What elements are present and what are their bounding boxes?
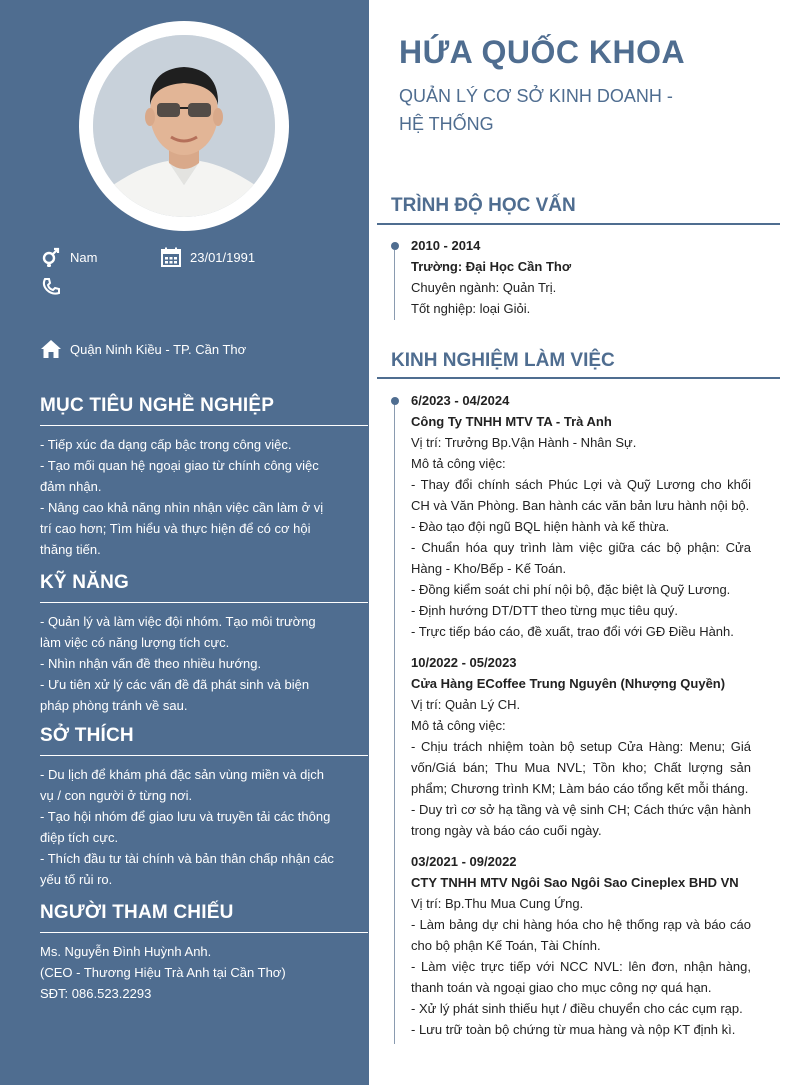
gender-icon xyxy=(40,246,62,268)
job-line: - Duy trì cơ sở hạ tầng và vệ sinh CH; Cách thức vận hành trong ngày và báo cáo cuối ngày. xyxy=(411,802,751,838)
job-company: Cửa Hàng ECoffee Trung Nguyên (Nhượng Quyền) xyxy=(411,676,726,691)
hobbies-line: - Du lịch để khám phá đặc sản vùng miền và dịch vụ / con người ở từng nơi. xyxy=(40,767,324,803)
avatar xyxy=(93,35,275,217)
job-line: - Lưu trữ toàn bộ chứng từ mua hàng và nộp KT định kì. xyxy=(411,1022,736,1037)
education-title: TRÌNH ĐỘ HỌC VẤN xyxy=(391,195,576,216)
education-dot xyxy=(391,242,399,250)
phone-icon xyxy=(40,276,62,298)
main-content xyxy=(369,0,800,1085)
job-line: - Làm việc trực tiếp với NCC NVL: lên đơn, nhận hàng, thanh toán và ngoại giao cho mục công nợ quá hạn. xyxy=(411,959,751,995)
home-icon xyxy=(40,338,62,360)
objective-section xyxy=(40,395,368,560)
job-company: Công Ty TNHH MTV TA - Trà Anh xyxy=(411,414,612,429)
job-line: - Đồng kiểm soát chi phí nội bộ, đặc biệt là Quỹ Lương. xyxy=(411,582,731,597)
skills-section xyxy=(40,572,368,716)
job-entry xyxy=(411,652,751,841)
education-line: Tốt nghiệp: loại Giỏi. xyxy=(411,301,531,316)
education-entry xyxy=(411,235,751,319)
references-section xyxy=(40,902,368,1004)
experience-dot xyxy=(391,397,399,405)
address-row xyxy=(40,338,246,360)
experience-timeline xyxy=(394,404,395,1044)
hobbies-line: - Thích đầu tư tài chính và bản thân chấp nhận các yếu tố rủi ro. xyxy=(40,851,334,887)
birthdate-value: 23/01/1991 xyxy=(190,249,256,265)
job-line: - Đào tạo đội ngũ BQL hiện hành và kế thừa. xyxy=(411,519,670,534)
job-period: 6/2023 - 04/2024 xyxy=(411,393,510,408)
profile-photo xyxy=(93,35,275,217)
education-rule xyxy=(377,223,780,225)
skills-title: KỸ NĂNG xyxy=(40,572,368,603)
calendar-icon xyxy=(160,246,182,268)
job-period: 03/2021 - 09/2022 xyxy=(411,854,517,869)
gender-value: Nam xyxy=(70,249,98,265)
hobbies-section xyxy=(40,725,368,890)
gender-row xyxy=(40,246,97,268)
objective-line: - Nâng cao khả năng nhìn nhận việc cần làm ở vị trí cao hơn; Tìm hiểu và thực hiện để có cơ hội thăng tiến. xyxy=(40,500,324,557)
job-line: Mô tả công việc: xyxy=(411,718,506,733)
job-line: - Trực tiếp báo cáo, đề xuất, trao đổi với GĐ Điều Hành. xyxy=(411,624,734,639)
reference-line: SĐT: 086.523.2293 xyxy=(40,986,152,1001)
candidate-name: HỨA QUỐC KHOA xyxy=(399,34,686,70)
objective-line: - Tạo mối quan hệ ngoại giao từ chính công việc đảm nhận. xyxy=(40,458,319,494)
skills-line: - Quản lý và làm việc đội nhóm. Tạo môi trường làm việc có năng lượng tích cực. xyxy=(40,614,316,650)
job-company: CTY TNHH MTV Ngôi Sao Ngôi Sao Cineplex BHD VN xyxy=(411,875,739,890)
job-line: Vị trí: Trưởng Bp.Vận Hành - Nhân Sự. xyxy=(411,435,637,450)
job-period: 10/2022 - 05/2023 xyxy=(411,655,517,670)
job-line: Vị trí: Quản Lý CH. xyxy=(411,697,521,712)
skills-line: - Ưu tiên xử lý các vấn đề đã phát sinh và biện pháp phòng tránh về sau. xyxy=(40,677,310,713)
references-body xyxy=(40,941,368,1004)
phone-row xyxy=(40,276,70,298)
reference-line: (CEO - Thương Hiệu Trà Anh tại Cần Thơ) xyxy=(40,965,286,980)
references-title: NGƯỜI THAM CHIẾU xyxy=(40,902,368,933)
job-line: - Làm bảng dự chi hàng hóa cho hệ thống rạp và báo cáo cho bộ phận Kế Toán, Tài Chính. xyxy=(411,917,751,953)
job-line: Mô tả công việc: xyxy=(411,456,506,471)
reference-line: Ms. Nguyễn Đình Huỳnh Anh. xyxy=(40,944,212,959)
hobbies-title: SỞ THÍCH xyxy=(40,725,368,756)
job-line: - Chuẩn hóa quy trình làm việc giữa các bộ phận: Cửa Hàng - Kho/Bếp - Kế Toán. xyxy=(411,540,751,576)
objective-line: - Tiếp xúc đa dạng cấp bậc trong công việc. xyxy=(40,437,292,452)
job-line: - Định hướng DT/DTT theo từng mục tiêu quý. xyxy=(411,603,679,618)
education-timeline xyxy=(394,250,395,320)
experience-title: KINH NGHIỆM LÀM VIỆC xyxy=(391,350,615,371)
job-line: - Xử lý phát sinh thiếu hụt / điều chuyển cho các cụm rạp. xyxy=(411,1001,743,1016)
candidate-job-title: QUẢN LÝ CƠ SỞ KINH DOANH - HỆ THỐNG xyxy=(399,86,673,134)
address-value: Quận Ninh Kiều - TP. Cần Thơ xyxy=(70,341,247,357)
education-period: 2010 - 2014 xyxy=(411,238,481,253)
objective-title: MỤC TIÊU NGHỀ NGHIỆP xyxy=(40,395,368,426)
job-line: - Thay đổi chính sách Phúc Lợi và Quỹ Lương cho khối CH và Văn Phòng. Ban hành các văn bản lưu hành nội bộ. xyxy=(411,477,751,513)
job-line: - Chịu trách nhiệm toàn bộ setup Cửa Hàng: Menu; Giá vốn/Giá bán; Thu Mua NVL; Tồn kho; Chất lượng sản phẩm; Chương trình KM; Làm báo cáo tổng kết mỗi tháng. xyxy=(411,739,751,796)
education-school: Trường: Đại Học Cần Thơ xyxy=(411,259,572,274)
job-entry xyxy=(411,390,751,642)
skills-body xyxy=(40,611,368,716)
avatar-ring xyxy=(79,21,289,231)
birthdate-row xyxy=(160,246,255,268)
education-line: Chuyên ngành: Quản Trị. xyxy=(411,280,557,295)
sidebar xyxy=(0,0,369,1085)
objective-body xyxy=(40,434,368,560)
job-entry xyxy=(411,851,751,1040)
job-line: Vị trí: Bp.Thu Mua Cung Ứng. xyxy=(411,896,584,911)
hobbies-line: - Tạo hội nhóm để giao lưu và truyền tải các thông điệp tích cực. xyxy=(40,809,331,845)
hobbies-body xyxy=(40,764,368,890)
experience-rule xyxy=(377,377,780,379)
skills-line: - Nhìn nhận vấn đề theo nhiều hướng. xyxy=(40,656,262,671)
